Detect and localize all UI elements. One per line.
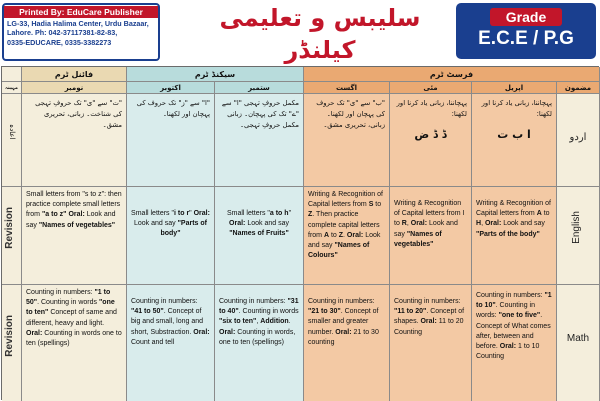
text-segment: . Counting in words [37,299,99,307]
text-segment: "Parts of the body" [476,230,540,238]
text-segment: . Counting in words [238,308,299,316]
text-segment: . Concept of What comes after, between and before. [476,312,551,351]
text-segment: Counting in numbers: [476,292,545,299]
text-segment: Z [338,231,344,239]
urdu-may-letters: ڈ ڈ ض [414,128,447,141]
text-segment: . Then practice complete capital letters from [308,211,380,239]
subject-math: Math [557,285,600,401]
text-segment: Look and say [394,220,458,238]
text-segment: . [343,231,347,239]
urdu-left-label: اعادہ [2,94,22,187]
text-segment: Counting in words one to ten (spellings) [26,329,122,348]
publisher-address-2: Lahore. Ph: 042-37117381-82-83, [7,28,118,38]
english-november [22,187,127,285]
term-final-header: فائنل ٹرم [22,67,127,82]
text-segment: "Parts of body" [160,220,207,238]
text-segment: Oral: [420,318,437,326]
text-segment: . Concept of smaller and greater number. [308,308,379,336]
grade-label: Grade [490,8,562,26]
text-segment: . Concept of shapes. [394,308,465,326]
text-segment: Count and tell [131,338,175,346]
month-august: اگست [304,82,390,94]
text-segment: Z [308,211,313,219]
text-segment: , [406,220,411,228]
text-segment: . [288,318,291,326]
text-segment: Counting in numbers: [219,298,288,305]
math-left-label: Revision [2,285,22,401]
text-segment: Counting in words, one to ten (spellings) [219,328,296,346]
publisher-box [2,3,160,61]
text-segment: " [288,210,292,217]
text-segment: "31 to 40" [219,298,299,316]
math-may [390,285,472,401]
text-segment: Counting in numbers: [131,298,198,305]
text-segment: A [323,231,330,239]
subject-english: English [557,187,600,285]
english-august [304,187,390,285]
english-left-label: Revision [2,187,22,285]
math-april [472,285,557,401]
month-october: اکتوبر [127,82,215,94]
text-segment: "1 to 50" [26,289,111,307]
text-segment: Look and say [501,220,545,228]
text-segment: Oral: [26,329,43,337]
text-segment: Writing & Recognition of Capital letters from [308,191,383,209]
month-subject: مضمون [557,82,600,94]
text-segment: "21 to 30" [308,308,341,316]
publisher-phone: 0335-EDUCARE, 0335-3382273 [7,37,112,47]
english-september [215,187,304,285]
publisher-address-1: LG-33, Hadia Halima Center, Urdu Bazaar, [7,19,149,28]
corner-cell [2,67,22,82]
urdu-april: پہچاننا، زبانی یاد کرنا اور لکھنا: ا ب ت [472,94,557,187]
text-segment: "Names of vegetables" [394,230,442,248]
month-label-cell: مہینہ [2,82,22,94]
text-segment: "11 to 20" [394,308,427,316]
urdu-september: مکمل حروفِ تہجی "ا" سے "ے" تک کی پہچان۔ زبانی مکمل حروفِ تہجی۔ [215,94,304,187]
text-segment: Oral: [193,328,210,336]
text-segment: 1 to 10 Counting [476,343,540,361]
grade-value: E.C.E / P.G [478,28,574,49]
title-block [190,2,450,62]
text-segment: H [476,220,482,228]
month-april: اپریل [472,82,557,94]
text-segment: Oral: [484,220,502,228]
text-segment: R [401,220,407,228]
text-segment: , [256,318,261,326]
text-segment: Oral: [335,328,352,336]
urdu-august: "ب" سے "ی" تک حروف کی پہچان اور لکھنا۔ زبانی، تحریری مشق۔ [304,94,390,187]
text-segment: Oral: [410,220,428,228]
math-november [22,285,127,401]
text-segment: "six to ten" [219,318,257,326]
term-first-header: فرسٹ ٹرم [304,67,600,82]
text-segment: Counting in numbers: [26,289,95,296]
syllabus-table [1,66,599,400]
text-segment: Concept of same and different, heavy and light. [26,309,117,327]
urdu-may: پہچاننا، زبانی یاد کرنا اور لکھنا: ڈ ڈ ض [390,94,472,187]
text-segment: Oral: [229,220,246,228]
term-second-header: سیکنڈ ٹرم [127,67,304,82]
text-segment: , [481,220,485,228]
text-segment: . Concept of big and small, long and short, Substraction. [131,308,203,336]
text-segment: Small letters " [226,210,270,217]
publisher-title: Printed By: EduCare Publisher [4,6,158,18]
urdu-november: "ت" سے "ی" تک حروفِ تہجی کی شناخت۔ زبانی، تحریری مشق۔ [22,94,127,187]
math-september [215,285,304,401]
text-segment: Counting in numbers: [308,298,375,305]
urdu-october: "ا" سے "ز" تک حروف کی پہچان اور لکھنا۔ [127,94,215,187]
month-november: نومبر [22,82,127,94]
english-october [127,187,215,285]
text-segment: Look and say [245,220,289,228]
text-segment: Writing & Recognition of Capital letters from [476,200,551,218]
text-segment: Oral: [219,328,236,336]
math-october [127,285,215,401]
text-segment: to [373,201,382,209]
text-segment: a to h [269,210,289,217]
text-segment: Oral: [346,231,364,239]
text-segment: Counting in numbers: [394,298,461,305]
text-segment: 21 to 30 counting [308,328,379,346]
subject-urdu: اردو [557,94,600,187]
text-segment: "Names of Fruits" [229,230,289,238]
urdu-april-letters: ا ب ت [497,128,531,141]
text-segment: Oral: [193,210,210,217]
header [0,0,600,64]
english-april [472,187,557,285]
text-segment: "41 to 50" [131,308,164,316]
text-segment: 11 to 20 Counting [394,318,464,336]
text-segment: to [329,231,339,239]
text-segment: "a to z" [41,211,67,219]
text-segment: Look and say [134,220,178,228]
page-title: سلیبس و تعلیمی کیلنڈر [219,4,421,64]
text-segment: Oral: [499,343,517,351]
text-segment: "one to ten" [26,299,115,317]
text-segment: Small letters from "s to z": then practice complete small letters from [26,191,122,219]
text-segment: Look and say [308,231,381,250]
grade-badge [456,3,596,59]
text-segment: Writing & Recognition of Capital letters from I to [394,200,465,228]
text-segment: i to r [174,210,190,217]
text-segment: S [368,201,374,209]
month-september: ستمبر [215,82,304,94]
text-segment: Addition [260,318,289,326]
text-segment: . Counting in words: [476,302,535,320]
month-may: مئی [390,82,472,94]
text-segment: Small letters " [131,210,174,217]
text-segment: "one to five" [498,312,541,320]
text-segment: " [189,210,194,217]
text-segment: Look and say [26,211,116,229]
math-august [304,285,390,401]
text-segment: Oral: [68,211,85,219]
english-may [390,187,472,285]
text-segment: to [541,210,550,218]
text-segment: A [536,210,542,218]
text-segment: "Names of Colours" [308,242,370,260]
text-segment: "Names of vegetables" [38,221,116,229]
text-segment: "1 to 10" [476,292,552,310]
